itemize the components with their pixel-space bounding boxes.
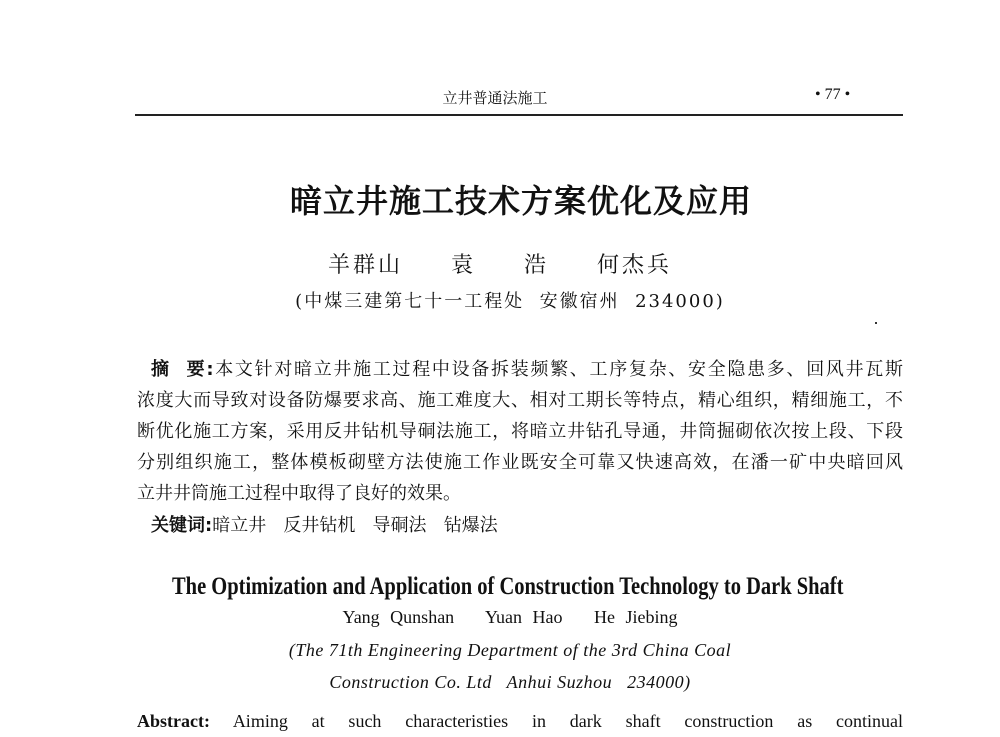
abstract-cn-line-3: 断优化施工方案，采用反井钻机导硐法施工，将暗立井钻孔导通，井筒掘砌依次按上段、下段 xyxy=(137,421,903,442)
scan-speck xyxy=(875,322,877,324)
abstract-cn-line-2: 浓度大而导致对设备防爆要求高、施工难度大、相对工期长等特点，精心组织，精细施工，不 xyxy=(137,390,903,411)
abstract-cn-label: 摘 要: xyxy=(151,359,214,380)
authors-cn: 羊群山 袁 浩 何杰兵 xyxy=(328,253,672,278)
paper-title-en: The Optimization and Application of Construction Technology to Dark Shaft xyxy=(172,573,844,600)
authors-en: Yang Qunshan Yuan Hao He Jiebing xyxy=(342,607,678,627)
affiliation-cn: (中煤三建第七十一工程处 安徽宿州 234000) xyxy=(295,291,725,312)
page-number: • 77 • xyxy=(815,86,851,103)
paper-title-cn: 暗立井施工技术方案优化及应用 xyxy=(290,182,753,220)
abstract-cn-line-1: 摘 要:本文针对暗立井施工过程中设备拆装频繁、工序复杂、安全隐患多、回风井瓦斯 xyxy=(137,355,903,381)
keywords-cn: 关键词:暗立井 反井钻机 导硐法 钻爆法 xyxy=(151,515,498,536)
abstract-en-line-1: Abstract: Aiming at such characteristies in dark shaft construction as continual xyxy=(137,711,903,731)
abstract-cn-line-4: 分别组织施工，整体模板砌壁方法使施工作业既安全可靠又快速高效，在潘一矿中央暗回风 xyxy=(137,452,903,473)
abstract-cn-line-5: 立井井筒施工过程中取得了良好的效果。 xyxy=(137,483,461,504)
affiliation-en-line-1: (The 71th Engineering Department of the 3rd China Coal xyxy=(288,640,732,660)
affiliation-en-line-2: Construction Co. Ltd Anhui Suzhou 234000) xyxy=(329,672,691,692)
header-rule xyxy=(135,114,903,116)
abstract-en-label: Abstract: xyxy=(137,711,210,731)
running-header: 立井普通法施工 xyxy=(442,89,548,107)
